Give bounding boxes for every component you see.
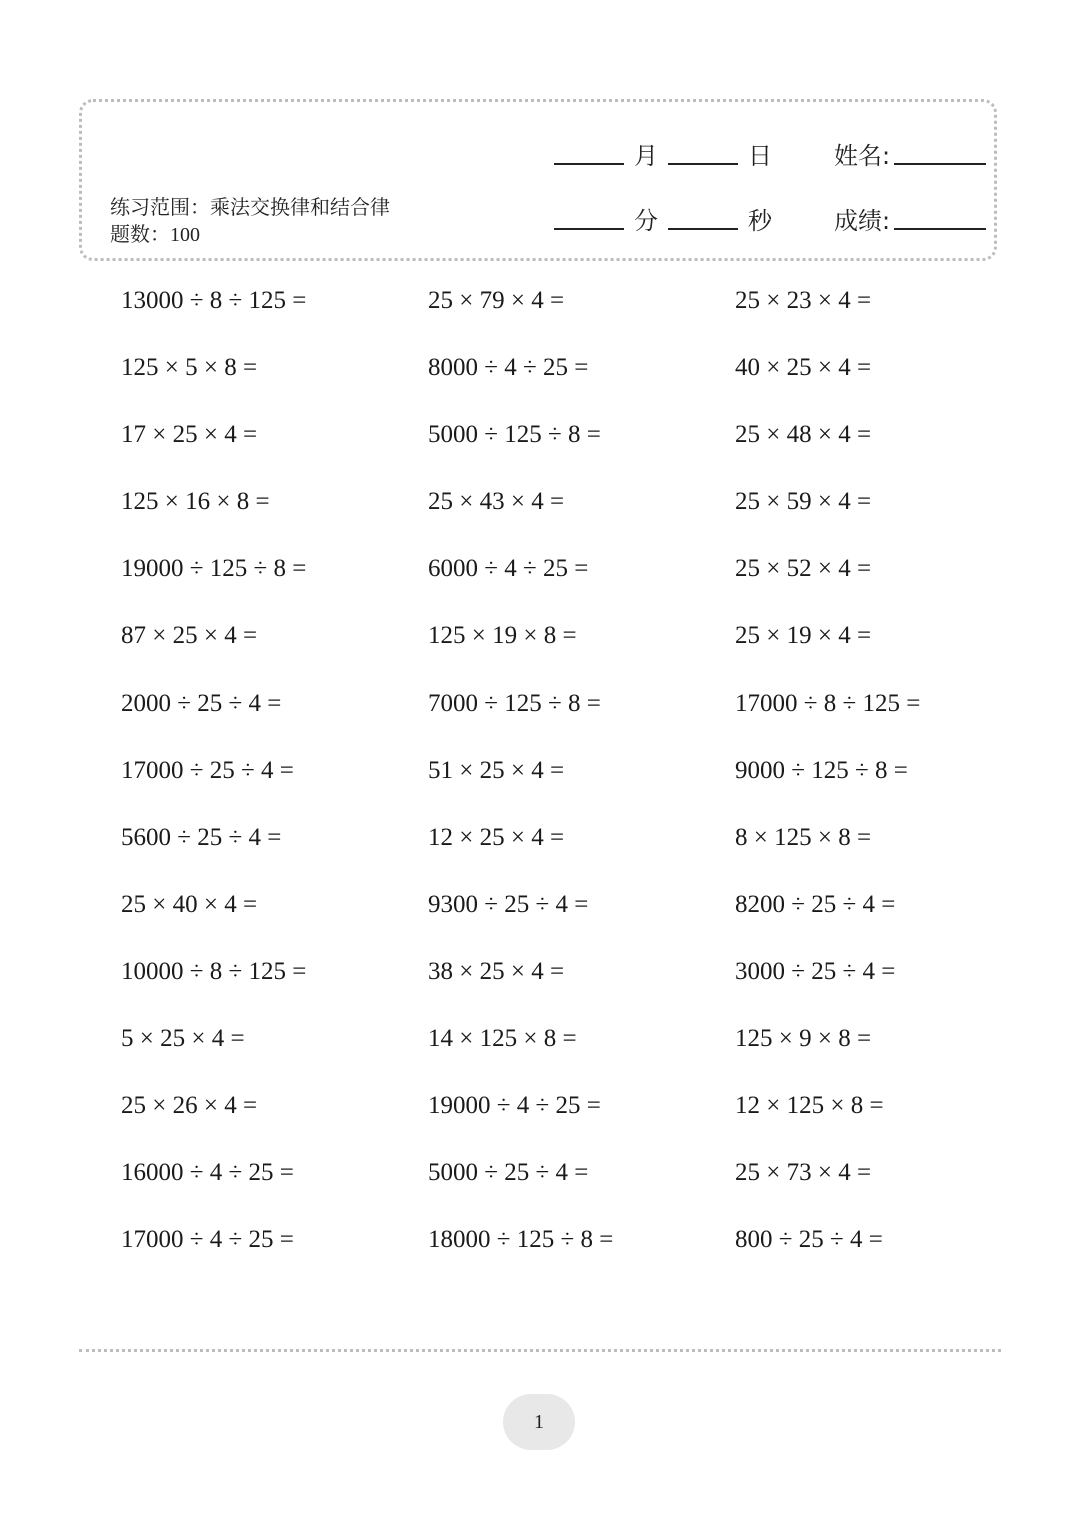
problem-item: 17000 ÷ 25 ÷ 4 = bbox=[121, 756, 294, 784]
problem-item: 17 × 25 × 4 = bbox=[121, 421, 258, 449]
month-label: 月 bbox=[634, 142, 658, 170]
problem-item: 8 × 125 × 8 = bbox=[735, 823, 872, 851]
problem-item: 38 × 25 × 4 = bbox=[428, 957, 565, 985]
header-box bbox=[79, 99, 997, 261]
problem-item: 12 × 125 × 8 = bbox=[735, 1092, 884, 1120]
problem-item: 2000 ÷ 25 ÷ 4 = bbox=[121, 689, 282, 717]
problem-item: 5 × 25 × 4 = bbox=[121, 1025, 245, 1053]
problem-item: 25 × 52 × 4 = bbox=[735, 555, 872, 583]
score-label: 成绩: bbox=[834, 207, 891, 235]
name-label: 姓名: bbox=[834, 142, 891, 170]
minute-blank[interactable] bbox=[554, 228, 624, 230]
problem-item: 9000 ÷ 125 ÷ 8 = bbox=[735, 756, 908, 784]
problem-item: 5600 ÷ 25 ÷ 4 = bbox=[121, 823, 282, 851]
problem-item: 25 × 59 × 4 = bbox=[735, 488, 872, 516]
count-value: 100 bbox=[170, 224, 200, 246]
problem-item: 25 × 43 × 4 = bbox=[428, 488, 565, 516]
problem-item: 40 × 25 × 4 = bbox=[735, 354, 872, 382]
problem-item: 8200 ÷ 25 ÷ 4 = bbox=[735, 890, 896, 918]
problem-item: 17000 ÷ 8 ÷ 125 = bbox=[735, 689, 921, 717]
problem-item: 800 ÷ 25 ÷ 4 = bbox=[735, 1226, 883, 1254]
page-number: 1 bbox=[503, 1394, 575, 1450]
problem-grid bbox=[121, 283, 1021, 1289]
day-blank[interactable] bbox=[668, 163, 738, 165]
problem-item: 6000 ÷ 4 ÷ 25 = bbox=[428, 555, 589, 583]
problem-item: 14 × 125 × 8 = bbox=[428, 1025, 577, 1053]
practice-scope bbox=[110, 194, 410, 249]
problem-item: 25 × 40 × 4 = bbox=[121, 890, 258, 918]
problem-item: 16000 ÷ 4 ÷ 25 = bbox=[121, 1159, 294, 1187]
problem-item: 13000 ÷ 8 ÷ 125 = bbox=[121, 287, 307, 314]
problem-item: 125 × 9 × 8 = bbox=[735, 1025, 872, 1053]
problem-item: 125 × 5 × 8 = bbox=[121, 354, 258, 382]
problem-item: 5000 ÷ 25 ÷ 4 = bbox=[428, 1159, 589, 1187]
problem-item: 17000 ÷ 4 ÷ 25 = bbox=[121, 1226, 294, 1254]
problem-item: 25 × 79 × 4 = bbox=[428, 287, 565, 314]
minute-label: 分 bbox=[634, 207, 658, 235]
problem-item: 19000 ÷ 4 ÷ 25 = bbox=[428, 1092, 601, 1120]
problem-item: 3000 ÷ 25 ÷ 4 = bbox=[735, 957, 896, 985]
problem-item: 25 × 26 × 4 = bbox=[121, 1092, 258, 1120]
problem-item: 19000 ÷ 125 ÷ 8 = bbox=[121, 555, 307, 583]
problem-item: 8000 ÷ 4 ÷ 25 = bbox=[428, 354, 589, 382]
month-blank[interactable] bbox=[554, 163, 624, 165]
problem-item: 25 × 19 × 4 = bbox=[735, 622, 872, 650]
problem-item: 87 × 25 × 4 = bbox=[121, 622, 258, 650]
scope-text: 练习范围：乘法交换律和结合律 bbox=[110, 195, 390, 219]
problem-item: 7000 ÷ 125 ÷ 8 = bbox=[428, 689, 601, 717]
footer-divider bbox=[79, 1349, 1001, 1352]
time-row bbox=[554, 201, 986, 236]
problem-item: 10000 ÷ 8 ÷ 125 = bbox=[121, 957, 307, 985]
date-row bbox=[554, 136, 986, 171]
problem-item: 12 × 25 × 4 = bbox=[428, 823, 565, 851]
problem-item: 125 × 19 × 8 = bbox=[428, 622, 577, 650]
problem-item: 25 × 23 × 4 = bbox=[735, 287, 872, 314]
count-label: 题数： bbox=[110, 222, 170, 246]
day-label: 日 bbox=[748, 142, 772, 170]
problem-item: 25 × 48 × 4 = bbox=[735, 421, 872, 449]
second-label: 秒 bbox=[748, 207, 772, 235]
name-blank[interactable] bbox=[894, 163, 986, 165]
score-blank[interactable] bbox=[894, 228, 986, 230]
problem-item: 25 × 73 × 4 = bbox=[735, 1159, 872, 1187]
problem-item: 51 × 25 × 4 = bbox=[428, 756, 565, 784]
problem-item: 18000 ÷ 125 ÷ 8 = bbox=[428, 1226, 614, 1254]
problem-item: 125 × 16 × 8 = bbox=[121, 488, 270, 516]
second-blank[interactable] bbox=[668, 228, 738, 230]
problem-item: 9300 ÷ 25 ÷ 4 = bbox=[428, 890, 589, 918]
problem-item: 5000 ÷ 125 ÷ 8 = bbox=[428, 421, 601, 449]
